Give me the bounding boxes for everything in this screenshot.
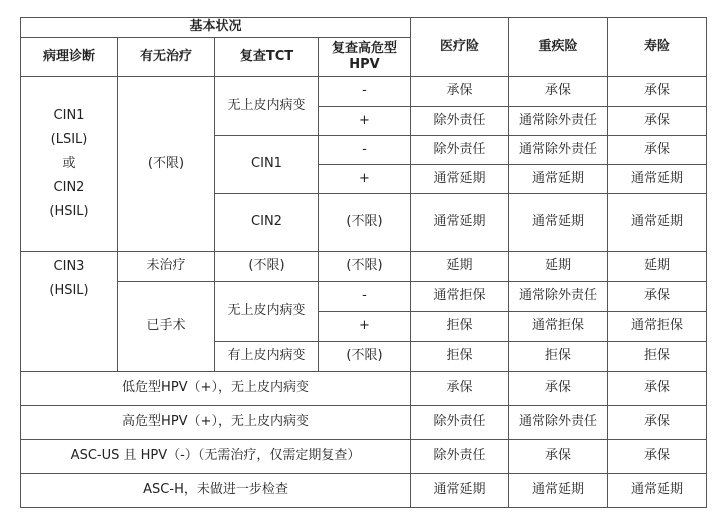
medical-cell: 承保: [411, 77, 509, 107]
life-cell: 通常拒保: [608, 312, 707, 342]
underwriting-table: [20, 17, 707, 508]
critical-cell: 通常延期: [509, 474, 608, 508]
header-treatment: 有无治疗: [118, 38, 215, 77]
critical-cell: 通常拒保: [509, 312, 608, 342]
critical-cell: 通常除外责任: [509, 282, 608, 312]
hpv-cell: -: [319, 136, 411, 165]
treatment-surgery: 已手术: [118, 282, 215, 372]
life-cell: 承保: [608, 107, 707, 136]
critical-cell: 承保: [509, 440, 608, 474]
tct-no-lesion: 无上皮内病变: [215, 282, 319, 342]
critical-cell: 承保: [509, 77, 608, 107]
critical-cell: 拒保: [509, 342, 608, 372]
hpv-cell: +: [319, 312, 411, 342]
medical-cell: 除外责任: [411, 406, 509, 440]
tct-lesion: 有上皮内病变: [215, 342, 319, 372]
life-cell: 通常延期: [608, 194, 707, 252]
life-cell: 承保: [608, 372, 707, 406]
condition-low-risk-hpv: 低危型HPV（+），无上皮内病变: [21, 372, 411, 406]
header-critical: 重疾险: [509, 18, 608, 77]
diagnosis-cin3: CIN3 (HSIL): [21, 252, 118, 372]
condition-high-risk-hpv: 高危型HPV（+），无上皮内病变: [21, 406, 411, 440]
medical-cell: 除外责任: [411, 136, 509, 165]
medical-cell: 通常延期: [411, 165, 509, 194]
life-cell: 拒保: [608, 342, 707, 372]
treatment-untreated: 未治疗: [118, 252, 215, 282]
medical-cell: 拒保: [411, 312, 509, 342]
life-cell: 承保: [608, 406, 707, 440]
critical-cell: 通常延期: [509, 194, 608, 252]
critical-cell: 延期: [509, 252, 608, 282]
medical-cell: 通常拒保: [411, 282, 509, 312]
life-cell: 通常延期: [608, 165, 707, 194]
medical-cell: 拒保: [411, 342, 509, 372]
header-medical: 医疗险: [411, 18, 509, 77]
medical-cell: 承保: [411, 372, 509, 406]
header-hpv: 复查高危型HPV: [319, 38, 411, 77]
hpv-cell: -: [319, 77, 411, 107]
hpv-cell: +: [319, 107, 411, 136]
critical-cell: 通常延期: [509, 165, 608, 194]
medical-cell: 除外责任: [411, 107, 509, 136]
critical-cell: 通常除外责任: [509, 136, 608, 165]
tct-any: (不限): [215, 252, 319, 282]
treatment-any: (不限): [118, 77, 215, 252]
hpv-cell: (不限): [319, 194, 411, 252]
header-basic-status: 基本状况: [21, 18, 411, 38]
critical-cell: 通常除外责任: [509, 107, 608, 136]
medical-cell: 延期: [411, 252, 509, 282]
life-cell: 延期: [608, 252, 707, 282]
tct-cin2: CIN2: [215, 194, 319, 252]
header-life: 寿险: [608, 18, 707, 77]
hpv-cell: -: [319, 282, 411, 312]
hpv-cell: +: [319, 165, 411, 194]
life-cell: 通常延期: [608, 474, 707, 508]
life-cell: 承保: [608, 136, 707, 165]
hpv-cell: (不限): [319, 252, 411, 282]
life-cell: 承保: [608, 77, 707, 107]
header-tct: 复查TCT: [215, 38, 319, 77]
life-cell: 承保: [608, 282, 707, 312]
condition-asc-h: ASC-H，未做进一步检查: [21, 474, 411, 508]
medical-cell: 通常延期: [411, 194, 509, 252]
tct-cin1: CIN1: [215, 136, 319, 194]
critical-cell: 承保: [509, 372, 608, 406]
hpv-cell: (不限): [319, 342, 411, 372]
critical-cell: 通常除外责任: [509, 406, 608, 440]
condition-asc-us: ASC-US 且 HPV（-）（无需治疗，仅需定期复查）: [21, 440, 411, 474]
medical-cell: 除外责任: [411, 440, 509, 474]
medical-cell: 通常延期: [411, 474, 509, 508]
header-diagnosis: 病理诊断: [21, 38, 118, 77]
tct-no-lesion: 无上皮内病变: [215, 77, 319, 136]
life-cell: 承保: [608, 440, 707, 474]
diagnosis-cin1-cin2: CIN1 (LSIL) 或 CIN2 (HSIL): [21, 77, 118, 252]
